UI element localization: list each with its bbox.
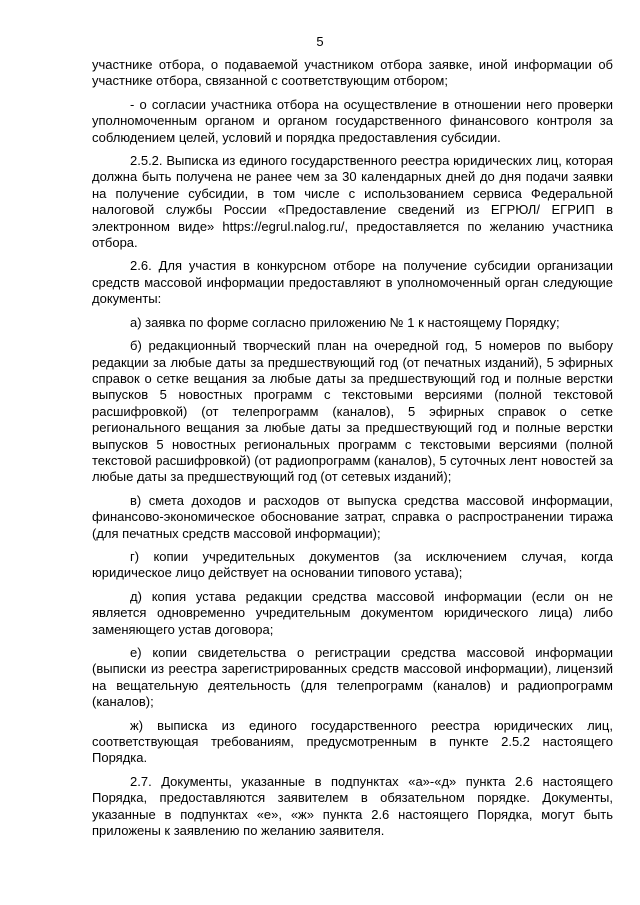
list-item-zh: ж) выписка из единого государственного реестра юридических лиц, соответствующая требованиям, предусмотренным в пункте 2.5.2 настоящего Порядка.	[92, 717, 613, 766]
paragraph-continuation: участнике отбора, о подаваемой участником отбора заявке, иной информации об участнике отбора, связанной с соответствующим отбором;	[92, 57, 613, 89]
paragraph-consent: - о согласии участника отбора на осуществление в отношении него проверки уполномоченным органом и органом государственного финансового контроля за соблюдением целей, условий и порядка предоставления субсидии.	[92, 96, 613, 145]
page-number: 5	[316, 34, 324, 49]
list-item-v: в) смета доходов и расходов от выпуска средства массовой информации, финансово-экономическое обоснование затрат, справка о распространении тиража (для печатных средств массовой информации);	[92, 492, 613, 541]
paragraph-2-6: 2.6. Для участия в конкурсном отборе на получение субсидии организации средств массовой информации предоставляют в уполномоченный орган следующие документы:	[92, 258, 613, 307]
paragraph-2-7: 2.7. Документы, указанные в подпунктах «а»-«д» пункта 2.6 настоящего Порядка, предоставляются заявителем в обязательном порядке. Документы, указанные в подпунктах «е», «ж» пункта 2.6 настоящего Порядка, могут быть приложены к заявлению по желанию заявителя.	[92, 773, 613, 839]
list-item-d: д) копия устава редакции средства массовой информации (если он не является одновременно учредительным документом юридического лица) либо заменяющего устав договора;	[92, 588, 613, 637]
list-item-g: г) копии учредительных документов (за исключением случая, когда юридическое лицо действует на основании типового устава);	[92, 548, 613, 581]
list-item-b: б) редакционный творческий план на очередной год, 5 номеров по выбору редакции за любые даты за предшествующий год (от печатных изданий), 5 эфирных справок о сетке вещания за любые даты за предшествующий год и полные верстки выпусков 5 новостных программ с текстовыми версиями (полной текстовой расшифровкой) (от телепрограмм (каналов), 5 эфирных справок о сетке регионального вещания за любые даты за предшествующий год и полные верстки выпусков 5 новостных региональных программ с текстовыми версиями (полной текстовой расшифровкой) (от радиопрограмм (каналов), 5 суточных лент новостей за любые даты за предшествующий год (от сетевых изданий);	[92, 338, 613, 485]
document-body	[92, 57, 613, 846]
list-item-e: е) копии свидетельства о регистрации средства массовой информации (выписки из реестра зарегистрированных средств массовой информации), лицензий на вещательную деятельность (для телепрограмм (каналов) и радиопрограмм (каналов);	[92, 645, 613, 710]
list-item-a: а) заявка по форме согласно приложению № 1 к настоящему Порядку;	[130, 314, 560, 330]
paragraph-2-5-2: 2.5.2. Выписка из единого государственного реестра юридических лиц, которая должна быть получена не ранее чем за 30 календарных дней до дня подачи заявки на получение субсидии, в том числе с использованием сервиса Федеральной налоговой службы России «Предоставление сведений из ЕГРЮЛ/ ЕГРИП в электронном виде» https://egrul.nalog.ru/, предоставляется по желанию участника отбора.	[92, 153, 613, 251]
